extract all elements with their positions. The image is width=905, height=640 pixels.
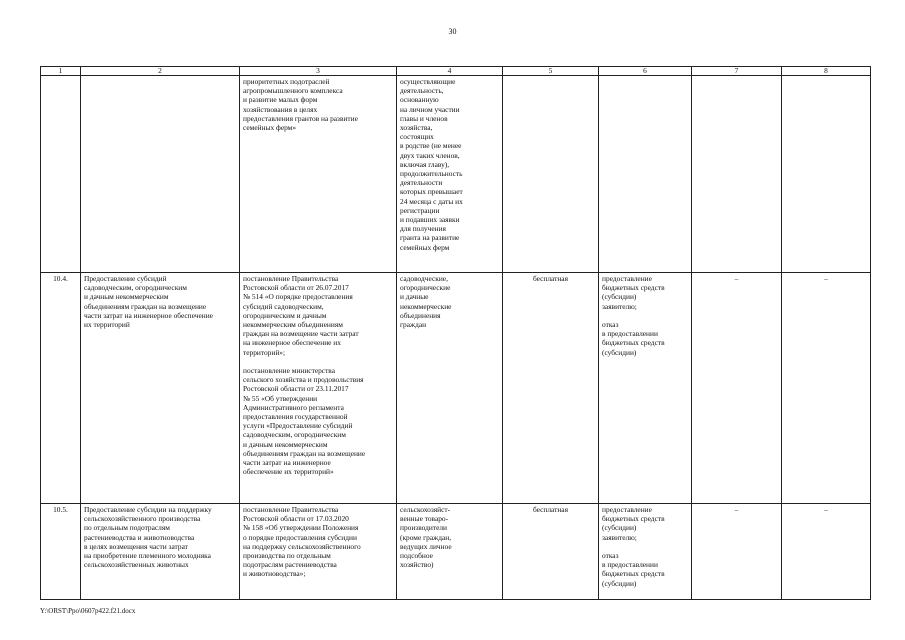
legal-basis-cell-line: на инженерное обеспечение их	[243, 338, 341, 348]
result-cell-line: бюджетных средств	[602, 338, 665, 348]
fee-cell: бесплатная	[503, 504, 599, 600]
legal-basis-cell-line: и животноводства»;	[243, 569, 306, 579]
recipients-cell-line: гранта на развитие	[400, 233, 460, 243]
legal-basis-cell-line: Административного регламента	[243, 402, 344, 412]
column-number-row	[41, 67, 871, 76]
result-cell-line	[602, 311, 688, 320]
legal-basis-cell-line: и дачным некоммерческим	[243, 439, 328, 449]
legal-basis-cell-line: предоставления государственной	[243, 412, 348, 422]
column-number: 5	[503, 67, 599, 76]
legal-basis-cell-line: агропромышленного комплекса	[243, 86, 343, 96]
recipients-cell	[397, 76, 503, 273]
service-name-cell-line: Предоставление субсидий	[84, 274, 167, 283]
recipients-cell-line: которых превышает	[400, 187, 463, 197]
result-cell-line: (субсидии)	[602, 347, 637, 357]
recipients-cell-line: производители	[400, 523, 448, 533]
result-cell-line: (субсидии)	[602, 578, 637, 588]
service-name-cell	[81, 504, 240, 600]
recipients-cell	[397, 273, 503, 504]
legal-basis-cell-line: услуги «Предоставление субсидий	[243, 421, 353, 431]
recipients-cell-line: венные товаро-	[400, 514, 449, 524]
column-number: 8	[782, 67, 871, 76]
recipients-cell-line: 24 месяца с даты их	[400, 196, 463, 206]
recipients-cell	[397, 504, 503, 600]
legal-basis-cell-line: садоводческим, огородническим	[243, 430, 346, 440]
service-name-cell-line: сельскохозяйственного производства	[84, 514, 201, 524]
row-number-cell: 10.4.	[41, 273, 81, 504]
service-name-cell-line: садоводческим, огородническим	[84, 283, 187, 293]
column-7-cell: –	[692, 504, 782, 600]
recipients-cell-line: в родстве (не менее	[400, 141, 462, 151]
table-row	[41, 76, 871, 273]
result-cell-line: бюджетных средств	[602, 569, 665, 579]
legal-basis-cell-line	[243, 357, 393, 366]
recipients-cell-line: и дачные	[400, 292, 429, 302]
result-cell	[599, 76, 692, 273]
legal-basis-cell	[240, 504, 397, 600]
result-cell-line: отказ	[602, 551, 619, 560]
legal-basis-cell-line: субсидий садоводческим,	[243, 301, 324, 311]
service-name-cell-line: части затрат на инженерное обеспечение	[84, 310, 213, 320]
legal-basis-cell-line: огородническим и дачным	[243, 310, 327, 320]
legal-basis-cell-line: и развитие малых форм	[243, 95, 318, 105]
result-cell-line: отказ	[602, 320, 619, 329]
legal-basis-cell-line: хозяйствования в целях	[243, 104, 318, 114]
legal-basis-cell-line: приоритетных подотраслей	[243, 77, 330, 86]
recipients-cell-line: продолжительность	[400, 169, 463, 179]
recipients-cell-line: главы и членов	[400, 113, 448, 123]
legal-basis-cell-line: подотраслям растениеводства	[243, 560, 337, 570]
legal-basis-cell-line: Ростовской области от 26.07.2017	[243, 283, 349, 293]
result-cell-line: (субсидии)	[602, 292, 637, 302]
legal-basis-cell-line: № 158 «Об утверждении Положения	[243, 523, 359, 533]
recipients-cell-line: хозяйство)	[400, 560, 434, 570]
result-cell-line: в предоставлении	[602, 329, 658, 339]
column-number: 3	[240, 67, 397, 76]
legal-basis-cell-line: постановление министерства	[243, 366, 335, 376]
recipients-cell-line: сельскохозяйст-	[400, 505, 451, 514]
page-number: 30	[448, 27, 457, 36]
column-number: 4	[397, 67, 503, 76]
legal-basis-cell-line: обеспечение их территорий»	[243, 467, 334, 477]
recipients-cell-line: огороднические	[400, 283, 451, 293]
legal-basis-cell	[240, 76, 397, 273]
result-cell-line: бюджетных средств	[602, 283, 665, 293]
recipients-cell-line: деятельность,	[400, 86, 444, 96]
recipients-cell-line: для получения	[400, 224, 446, 234]
service-name-cell-line: и дачным некоммерческим	[84, 292, 169, 302]
recipients-cell-line: регистрации	[400, 205, 440, 215]
result-cell-line: предоставление	[602, 505, 652, 514]
recipients-cell-line: двух таких членов,	[400, 150, 460, 160]
column-number: 1	[41, 67, 81, 76]
result-cell-line: заявителю;	[602, 301, 637, 311]
fee-cell	[503, 76, 599, 273]
service-name-cell-line: объединениям граждан на возмещение	[84, 301, 207, 311]
service-name-cell-line: в целях возмещения части затрат	[84, 541, 188, 551]
legal-basis-cell-line: граждан на возмещение части затрат	[243, 329, 359, 339]
result-cell-line: (субсидии)	[602, 523, 637, 533]
column-8-cell	[782, 76, 871, 273]
recipients-cell-line: на личном участии	[400, 104, 460, 114]
legal-basis-cell-line: семейных ферм»	[243, 123, 297, 133]
legal-basis-cell-line: некоммерческим объединениям	[243, 320, 343, 330]
result-cell	[599, 273, 692, 504]
legal-basis-cell-line: производства по отдельным	[243, 551, 331, 561]
recipients-cell-line: объединения	[400, 310, 441, 320]
recipients-cell-line: хозяйства,	[400, 123, 433, 133]
legal-basis-cell-line: постановление Правительства	[243, 505, 339, 514]
recipients-cell-line: некоммерческие	[400, 301, 452, 311]
recipients-cell-line: состоящих	[400, 132, 434, 142]
column-number: 2	[81, 67, 240, 76]
recipients-cell-line: и подавших заявки	[400, 215, 460, 225]
legal-basis-cell-line: части затрат на инженерное	[243, 458, 331, 468]
recipients-cell-line: включая главу),	[400, 159, 450, 169]
row-number-cell: 10.5.	[41, 504, 81, 600]
row-number-cell	[41, 76, 81, 273]
result-cell-line: бюджетных средств	[602, 514, 665, 524]
service-name-cell-line: сельскохозяйственных животных	[84, 560, 189, 570]
legal-basis-cell-line: о порядке предоставления субсидии	[243, 532, 357, 542]
services-table	[40, 66, 871, 600]
legal-basis-cell-line: сельского хозяйства и продовольствия	[243, 375, 364, 385]
service-name-cell-line: на приобретение племенного молодняка	[84, 551, 211, 561]
legal-basis-cell-line: на поддержку сельскохозяйственного	[243, 541, 361, 551]
recipients-cell-line: граждан	[400, 320, 427, 330]
service-name-cell	[81, 273, 240, 504]
service-name-cell-line: Предоставление субсидии на поддержку	[84, 505, 212, 514]
legal-basis-cell-line: постановление Правительства	[243, 274, 339, 283]
table-body	[41, 76, 871, 600]
table-row	[41, 273, 871, 504]
recipients-cell-line: подсобное	[400, 551, 433, 561]
result-cell-line: заявителю;	[602, 532, 637, 542]
recipients-cell-line: (кроме граждан,	[400, 532, 452, 542]
column-number: 6	[599, 67, 692, 76]
legal-basis-cell-line: предоставления грантов на развитие	[243, 113, 358, 123]
result-cell-line: в предоставлении	[602, 560, 658, 570]
fee-cell: бесплатная	[503, 273, 599, 504]
legal-basis-cell-line: Ростовской области от 17.03.2020	[243, 514, 349, 524]
column-7-cell: –	[692, 273, 782, 504]
result-cell-line	[602, 542, 688, 551]
result-cell	[599, 504, 692, 600]
footer-file-path: Y:\ORST\Ppo\0607p422.f21.docx	[40, 607, 136, 615]
recipients-cell-line: деятельности	[400, 178, 443, 188]
result-cell-line: предоставление	[602, 274, 652, 283]
recipients-cell-line: ведущих личное	[400, 541, 452, 551]
legal-basis-cell-line: Ростовской области от 23.11.2017	[243, 384, 349, 394]
recipients-cell-line: садоводческие,	[400, 274, 448, 283]
recipients-cell-line: осуществляющие	[400, 77, 456, 86]
legal-basis-cell-line: объединениям граждан на возмещение	[243, 448, 366, 458]
legal-basis-cell	[240, 273, 397, 504]
recipients-cell-line: основанную	[400, 95, 439, 105]
column-number: 7	[692, 67, 782, 76]
service-name-cell-line: по отдельным подотраслям	[84, 523, 170, 533]
service-name-cell	[81, 76, 240, 273]
legal-basis-cell-line: № 514 «О порядке предоставления	[243, 292, 353, 302]
table-row	[41, 504, 871, 600]
column-8-cell: –	[782, 273, 871, 504]
service-name-cell-line: их территорий	[84, 320, 130, 330]
service-name-cell-line: растениеводства и животноводства	[84, 532, 195, 542]
legal-basis-cell-line: № 55 «Об утверждении	[243, 393, 318, 403]
recipients-cell-line: семейных ферм	[400, 242, 450, 252]
column-8-cell: –	[782, 504, 871, 600]
column-7-cell	[692, 76, 782, 273]
legal-basis-cell-line: территорий»;	[243, 347, 286, 357]
